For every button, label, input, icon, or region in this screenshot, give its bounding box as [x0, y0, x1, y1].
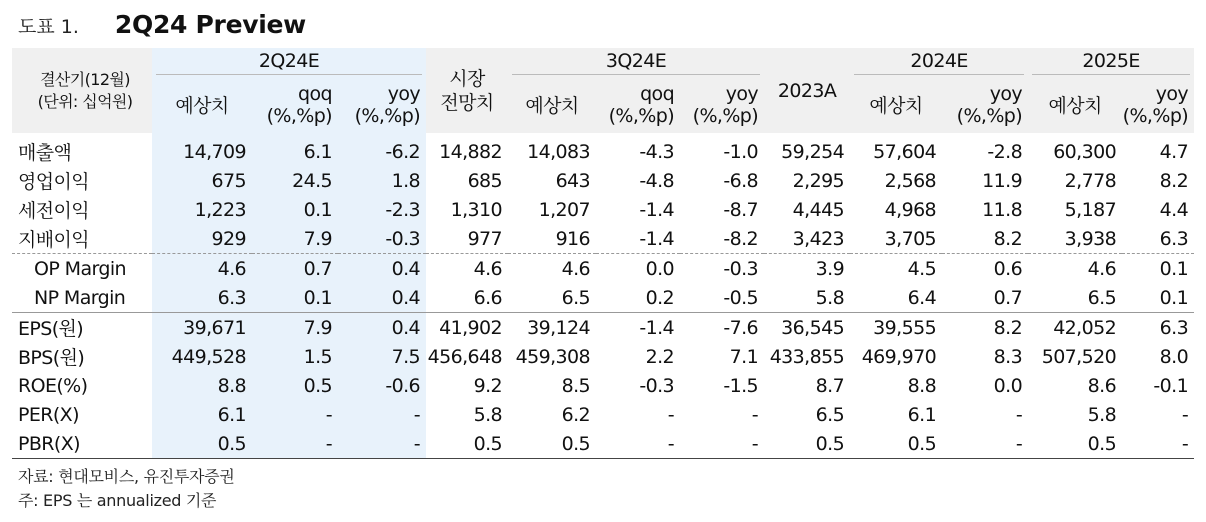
- table-cell: 0.4: [338, 313, 426, 343]
- table-cell: 39,555: [850, 313, 942, 343]
- table-cell: -7.6: [680, 313, 764, 343]
- table-cell: -2.8: [987, 140, 1023, 163]
- table-cell: 0.1: [252, 195, 338, 224]
- col-2q24e-qoq: qoq (%,%p): [252, 76, 338, 133]
- year-2023a-header: 2023A: [764, 48, 850, 133]
- table-cell: 1.8: [338, 166, 426, 195]
- table-cell: 5.8: [473, 403, 503, 426]
- table-cell: 1,223: [152, 195, 252, 224]
- table-cell: 0.5: [850, 429, 942, 459]
- table-cell: 0.5: [152, 429, 252, 459]
- col-2q24e-yoy: yoy (%,%p): [338, 76, 426, 133]
- table-cell: 6.1: [152, 400, 252, 429]
- figure-label: 도표 1.: [18, 16, 79, 38]
- table-cell: 3,423: [792, 227, 845, 250]
- table-cell: 469,970: [861, 345, 937, 368]
- row-label: 매출액: [18, 142, 72, 164]
- col-2025e-yoy: yoy (%,%p): [1122, 76, 1194, 133]
- table-cell: 0.4: [338, 283, 426, 313]
- row-label: BPS(원): [18, 347, 85, 369]
- col-2024e-est: 예상치: [850, 76, 942, 133]
- col-2q24e-est: 예상치: [152, 76, 252, 133]
- table-cell: 57,604: [873, 140, 937, 163]
- table-cell: 7.9: [252, 224, 338, 254]
- figure-title: [18, 10, 306, 46]
- table-cell: -0.5: [723, 286, 759, 309]
- table-cell: 6.4: [907, 286, 937, 309]
- source-note: 자료: 현대모비스, 유진투자증권: [18, 467, 235, 486]
- table-row: [12, 133, 1194, 166]
- table-cell: -: [1015, 403, 1023, 426]
- table-cell: 4.6: [508, 254, 596, 284]
- table-cell: 4.6: [152, 254, 252, 284]
- table-cell: 6.5: [815, 403, 845, 426]
- table-cell: 459,308: [515, 345, 591, 368]
- table-cell: 433,855: [769, 345, 845, 368]
- row-label: 영업이익: [18, 171, 90, 193]
- table-cell: 8.0: [1159, 345, 1189, 368]
- table-cell: 449,528: [152, 342, 252, 371]
- preview-table: [12, 48, 1194, 459]
- table-cell: 977: [467, 227, 503, 250]
- table-cell: -: [667, 403, 675, 426]
- table-cell: 0.2: [645, 286, 675, 309]
- table-cell: 5.8: [1087, 403, 1117, 426]
- table-cell: 0.1: [1159, 286, 1189, 309]
- table-cell: -: [680, 429, 764, 459]
- table-cell: 4.6: [1028, 254, 1122, 284]
- table-cell: 60,300: [1053, 140, 1117, 163]
- table-cell: 929: [152, 224, 252, 254]
- table-cell: 456,648: [427, 345, 503, 368]
- table-cell: 8.2: [942, 313, 1028, 343]
- table-cell: 6.3: [1122, 313, 1194, 343]
- table-cell: 14,882: [439, 140, 503, 163]
- table-cell: -0.1: [1153, 374, 1189, 397]
- table-cell: -1.4: [639, 198, 675, 221]
- table-cell: 4.7: [1159, 140, 1189, 163]
- table-cell: -: [338, 429, 426, 459]
- table-cell: 0.5: [1028, 429, 1122, 459]
- table-cell: 7.9: [252, 313, 338, 343]
- table-cell: 8.2: [993, 227, 1023, 250]
- table-cell: 41,902: [426, 313, 508, 343]
- table-cell: 6.1: [252, 133, 338, 166]
- table-cell: 39,671: [152, 313, 252, 343]
- table-cell: -1.5: [723, 374, 759, 397]
- table-cell: 8.6: [1087, 374, 1117, 397]
- col-2024e-yoy: yoy (%,%p): [942, 76, 1028, 133]
- table-row: [12, 283, 1194, 313]
- table-cell: 0.7: [993, 286, 1023, 309]
- row-label: PER(X): [18, 403, 79, 426]
- table-cell: 0.1: [252, 283, 338, 313]
- table-cell: 0.5: [764, 429, 850, 459]
- table-cell: 6.3: [1159, 227, 1189, 250]
- table-row: [12, 342, 1194, 371]
- table-cell: 3,938: [1064, 227, 1117, 250]
- table-cell: 2,295: [792, 169, 845, 192]
- table-cell: 3,705: [884, 227, 937, 250]
- table-cell: -0.3: [680, 254, 764, 284]
- group-3q24e: 3Q24E: [508, 48, 764, 76]
- table-cell: 1.5: [252, 342, 338, 371]
- col-3q24e-qoq: qoq (%,%p): [596, 76, 680, 133]
- table-cell: 14,083: [527, 140, 591, 163]
- table-cell: 4.4: [1159, 198, 1189, 221]
- table-cell: 5,187: [1064, 198, 1117, 221]
- group-2q24e: 2Q24E: [152, 48, 426, 76]
- table-cell: -: [1181, 403, 1189, 426]
- table-cell: 675: [152, 166, 252, 195]
- table-cell: 8.8: [907, 374, 937, 397]
- table-cell: 1,207: [538, 198, 591, 221]
- table-cell: 916: [555, 227, 591, 250]
- table-cell: 6.6: [473, 286, 503, 309]
- col-3q24e-yoy: yoy (%,%p): [680, 76, 764, 133]
- table-cell: 2,778: [1064, 169, 1117, 192]
- table-cell: -6.8: [723, 169, 759, 192]
- table-cell: -8.7: [723, 198, 759, 221]
- table-cell: 8.2: [1159, 169, 1189, 192]
- table-row: [12, 166, 1194, 195]
- table-cell: -: [942, 429, 1028, 459]
- table-cell: -2.3: [338, 195, 426, 224]
- table-cell: 5.8: [815, 286, 845, 309]
- table-cell: -0.3: [639, 374, 675, 397]
- table-cell: 0.6: [942, 254, 1028, 284]
- figure-heading: 2Q24 Preview: [114, 10, 306, 39]
- table-cell: -: [338, 400, 426, 429]
- table-cell: 11.8: [982, 198, 1023, 221]
- market-consensus-header: 시장 전망치: [426, 48, 508, 133]
- row-label: 세전이익: [18, 200, 90, 222]
- table-cell: 0.5: [252, 371, 338, 400]
- table-cell: 6.3: [152, 283, 252, 313]
- table-body: [12, 133, 1194, 459]
- row-label: PBR(X): [12, 429, 152, 459]
- table-cell: 14,709: [152, 133, 252, 166]
- table-row: [12, 254, 1194, 284]
- table-cell: -: [751, 403, 759, 426]
- table-cell: 36,545: [764, 313, 850, 343]
- table-row: [12, 429, 1194, 459]
- table-cell: 2.2: [645, 345, 675, 368]
- table-cell: 3.9: [764, 254, 850, 284]
- table-cell: -6.2: [338, 133, 426, 166]
- table-cell: 7.5: [338, 342, 426, 371]
- row-label: NP Margin: [34, 286, 126, 309]
- footnote: 주: EPS 는 annualized 기준: [18, 491, 217, 510]
- row-label: OP Margin: [12, 254, 152, 284]
- table-cell: 9.2: [473, 374, 503, 397]
- rowhead-line1: 결산기(12월): [40, 69, 130, 89]
- col-2025e-est: 예상치: [1028, 76, 1122, 133]
- table-cell: 8.8: [152, 371, 252, 400]
- row-label: 지배이익: [18, 229, 90, 251]
- table-cell: 0.5: [426, 429, 508, 459]
- group-2024e: 2024E: [850, 48, 1028, 76]
- table-row: [12, 400, 1194, 429]
- table-cell: -4.8: [639, 169, 675, 192]
- table-row: [12, 195, 1194, 224]
- table-cell: 4,445: [792, 198, 845, 221]
- table-cell: 11.9: [982, 169, 1023, 192]
- table-cell: 8.7: [815, 374, 845, 397]
- table-cell: 24.5: [252, 166, 338, 195]
- table-cell: 4.5: [850, 254, 942, 284]
- table-cell: 7.1: [729, 345, 759, 368]
- table-cell: 4,968: [884, 198, 937, 221]
- row-label: EPS(원): [12, 313, 152, 343]
- table-cell: -8.2: [723, 227, 759, 250]
- table-cell: 42,052: [1028, 313, 1122, 343]
- table-cell: 8.3: [993, 345, 1023, 368]
- table-cell: -0.6: [338, 371, 426, 400]
- table-cell: -0.3: [338, 224, 426, 254]
- table-cell: 0.0: [993, 374, 1023, 397]
- group-2025e: 2025E: [1028, 48, 1194, 76]
- table-cell: 6.5: [1087, 286, 1117, 309]
- table-cell: 0.7: [252, 254, 338, 284]
- table-row: [12, 371, 1194, 400]
- table-cell: 2,568: [884, 169, 937, 192]
- table-cell: 8.5: [561, 374, 591, 397]
- table-cell: 6.5: [561, 286, 591, 309]
- table-cell: 685: [467, 169, 503, 192]
- table-cell: 0.1: [1122, 254, 1194, 284]
- table-cell: -1.4: [639, 227, 675, 250]
- table-cell: -1.4: [596, 313, 680, 343]
- table-cell: 4.6: [426, 254, 508, 284]
- row-label: ROE(%): [18, 374, 88, 397]
- table-cell: 1,310: [450, 198, 503, 221]
- table-cell: 6.1: [907, 403, 937, 426]
- table-cell: -: [596, 429, 680, 459]
- table-cell: 507,520: [1041, 345, 1117, 368]
- table-cell: -: [252, 429, 338, 459]
- table-cell: -: [1122, 429, 1194, 459]
- table-cell: 59,254: [781, 140, 845, 163]
- table-cell: 0.4: [338, 254, 426, 284]
- rowhead-cell: [12, 48, 152, 133]
- table-cell: 0.5: [508, 429, 596, 459]
- table-cell: 0.0: [596, 254, 680, 284]
- rowhead-line2: (단위: 십억원): [37, 91, 133, 111]
- table-row: [12, 224, 1194, 254]
- table-cell: -1.0: [723, 140, 759, 163]
- table-cell: -: [252, 400, 338, 429]
- table-cell: -4.3: [639, 140, 675, 163]
- table-cell: 39,124: [508, 313, 596, 343]
- col-3q24e-est: 예상치: [508, 76, 596, 133]
- table-row: [12, 313, 1194, 343]
- table-cell: 643: [555, 169, 591, 192]
- table-cell: 6.2: [561, 403, 591, 426]
